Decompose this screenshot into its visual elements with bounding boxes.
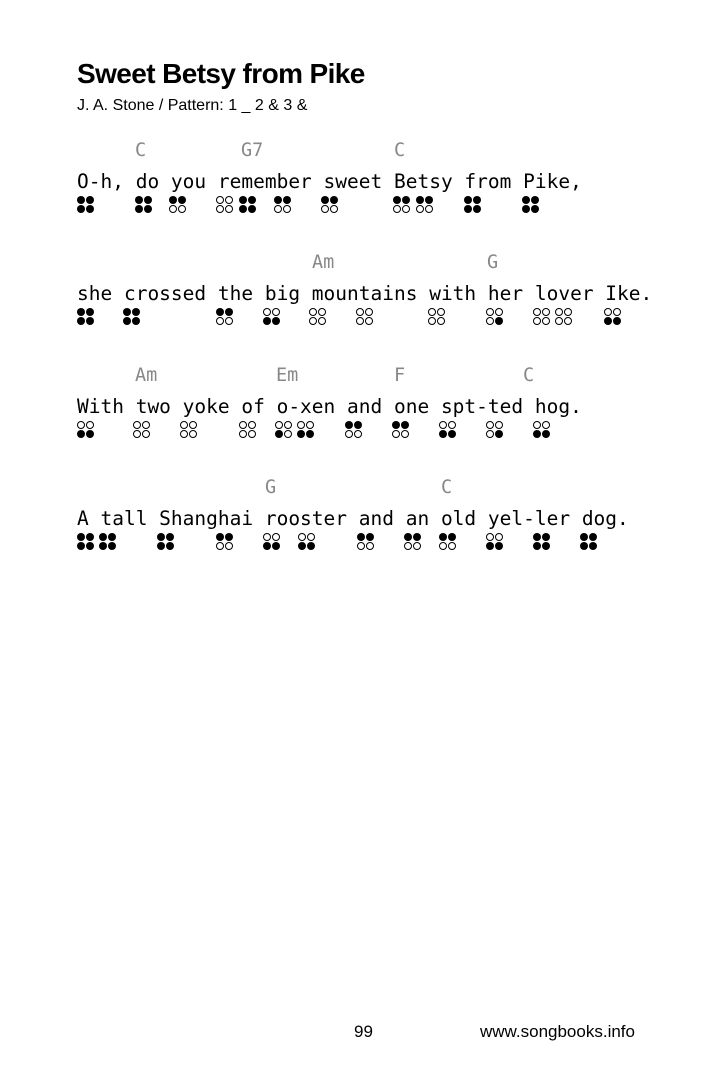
filled-dot (144, 205, 152, 213)
filled-dot (542, 533, 550, 541)
filled-dot (298, 542, 306, 550)
open-dot (428, 317, 436, 325)
filled-dot (144, 196, 152, 204)
strum-glyph (169, 196, 187, 214)
open-dot (356, 308, 364, 316)
open-dot (416, 205, 424, 213)
strum-glyph (239, 196, 257, 214)
chord-line (77, 252, 697, 280)
strum-glyph (263, 308, 281, 326)
filled-dot (86, 542, 94, 550)
filled-dot (216, 533, 224, 541)
filled-dot (77, 533, 85, 541)
filled-dot (248, 205, 256, 213)
open-dot (180, 430, 188, 438)
strum-glyph (77, 421, 95, 439)
strum-glyph (298, 533, 316, 551)
lyric-line: With two yoke of o-xen and one spt-ted hog. (77, 395, 582, 418)
strum-glyph (239, 421, 257, 439)
open-dot (307, 533, 315, 541)
lyric-line: A tall Shanghai rooster and an old yel-ler dog. (77, 507, 629, 530)
chord: G (265, 477, 277, 498)
filled-dot (486, 542, 494, 550)
filled-dot (354, 421, 362, 429)
filled-dot (473, 196, 481, 204)
filled-dot (522, 196, 530, 204)
chord: Am (312, 252, 335, 273)
strum-glyph (133, 421, 151, 439)
chord: C (135, 140, 147, 161)
filled-dot (473, 205, 481, 213)
open-dot (142, 430, 150, 438)
open-dot (272, 533, 280, 541)
open-dot (330, 205, 338, 213)
filled-dot (439, 533, 447, 541)
open-dot (189, 430, 197, 438)
strum-glyph (393, 196, 411, 214)
filled-dot (531, 205, 539, 213)
open-dot (239, 421, 247, 429)
open-dot (225, 542, 233, 550)
open-dot (321, 205, 329, 213)
chord: C (523, 365, 535, 386)
open-dot (178, 205, 186, 213)
filled-dot (272, 317, 280, 325)
open-dot (180, 421, 188, 429)
filled-dot (522, 205, 530, 213)
open-dot (216, 205, 224, 213)
filled-dot (495, 317, 503, 325)
open-dot (284, 421, 292, 429)
open-dot (533, 308, 541, 316)
chord: Em (276, 365, 299, 386)
filled-dot (306, 430, 314, 438)
strum-glyph (486, 421, 504, 439)
open-dot (486, 421, 494, 429)
chord-line (77, 365, 697, 393)
strum-glyph (321, 196, 339, 214)
open-dot (542, 317, 550, 325)
open-dot (216, 317, 224, 325)
open-dot (169, 205, 177, 213)
stanza-3 (77, 365, 697, 443)
strum-glyph (275, 421, 293, 439)
strum-glyph (486, 533, 504, 551)
filled-dot (542, 542, 550, 550)
open-dot (448, 542, 456, 550)
open-dot (402, 205, 410, 213)
filled-dot (589, 542, 597, 550)
filled-dot (297, 430, 305, 438)
strum-glyph (263, 533, 281, 551)
open-dot (564, 317, 572, 325)
strum-glyph (77, 533, 95, 551)
open-dot (133, 421, 141, 429)
open-dot (309, 308, 317, 316)
strum-glyph (486, 308, 504, 326)
strum-glyph (533, 421, 551, 439)
open-dot (542, 308, 550, 316)
strum-glyph (533, 533, 551, 551)
open-dot (393, 205, 401, 213)
open-dot (142, 421, 150, 429)
filled-dot (239, 205, 247, 213)
filled-dot (157, 533, 165, 541)
filled-dot (425, 196, 433, 204)
stanza-2 (77, 252, 697, 330)
open-dot (533, 421, 541, 429)
filled-dot (166, 533, 174, 541)
open-dot (345, 430, 353, 438)
open-dot (365, 308, 373, 316)
filled-dot (580, 533, 588, 541)
open-dot (425, 205, 433, 213)
open-dot (533, 317, 541, 325)
filled-dot (77, 196, 85, 204)
filled-dot (132, 317, 140, 325)
open-dot (318, 308, 326, 316)
open-dot (283, 205, 291, 213)
filled-dot (404, 533, 412, 541)
open-dot (448, 421, 456, 429)
filled-dot (580, 542, 588, 550)
filled-dot (392, 421, 400, 429)
filled-dot (108, 542, 116, 550)
strum-glyph (464, 196, 482, 214)
filled-dot (321, 196, 329, 204)
filled-dot (86, 430, 94, 438)
filled-dot (464, 196, 472, 204)
strum-glyph (77, 196, 95, 214)
strum-glyph (123, 308, 141, 326)
filled-dot (108, 533, 116, 541)
strum-glyph (357, 533, 375, 551)
strum-glyph (157, 533, 175, 551)
filled-dot (169, 196, 177, 204)
open-dot (613, 308, 621, 316)
strum-glyph (522, 196, 540, 214)
filled-dot (604, 317, 612, 325)
strum-glyph (216, 308, 234, 326)
open-dot (555, 317, 563, 325)
strum-glyph (404, 533, 422, 551)
open-dot (495, 308, 503, 316)
open-dot (225, 196, 233, 204)
filled-dot (225, 533, 233, 541)
strum-glyph (428, 308, 446, 326)
open-dot (365, 317, 373, 325)
open-dot (495, 533, 503, 541)
open-dot (357, 542, 365, 550)
filled-dot (132, 308, 140, 316)
filled-dot (166, 542, 174, 550)
strum-glyph (580, 533, 598, 551)
filled-dot (86, 308, 94, 316)
open-dot (263, 533, 271, 541)
filled-dot (345, 421, 353, 429)
filled-dot (263, 542, 271, 550)
filled-dot (239, 196, 247, 204)
filled-dot (533, 533, 541, 541)
open-dot (189, 421, 197, 429)
open-dot (604, 308, 612, 316)
strum-glyph (135, 196, 153, 214)
chord: C (441, 477, 453, 498)
filled-dot (77, 542, 85, 550)
chord-line (77, 477, 697, 505)
filled-dot (542, 430, 550, 438)
open-dot (439, 542, 447, 550)
lyric-line: she crossed the big mountains with her lover Ike. (77, 282, 653, 305)
website-link: www.songbooks.info (480, 1022, 635, 1041)
filled-dot (123, 308, 131, 316)
filled-dot (77, 317, 85, 325)
open-dot (542, 421, 550, 429)
filled-dot (393, 196, 401, 204)
strum-glyph (356, 308, 374, 326)
filled-dot (448, 430, 456, 438)
strum-glyph (345, 421, 363, 439)
open-dot (86, 421, 94, 429)
strum-glyph (180, 421, 198, 439)
strum-pattern (77, 308, 697, 330)
filled-dot (589, 533, 597, 541)
filled-dot (495, 430, 503, 438)
open-dot (486, 317, 494, 325)
filled-dot (283, 196, 291, 204)
open-dot (495, 421, 503, 429)
chord: C (394, 140, 406, 161)
filled-dot (272, 542, 280, 550)
open-dot (401, 430, 409, 438)
open-dot (366, 542, 374, 550)
filled-dot (86, 196, 94, 204)
page-number: 99 (354, 1022, 373, 1041)
open-dot (216, 542, 224, 550)
filled-dot (135, 205, 143, 213)
strum-glyph (533, 308, 551, 326)
filled-dot (135, 196, 143, 204)
open-dot (486, 533, 494, 541)
filled-dot (275, 430, 283, 438)
strum-glyph (274, 196, 292, 214)
strum-glyph (439, 421, 457, 439)
strum-glyph (309, 308, 327, 326)
filled-dot (533, 430, 541, 438)
song-title: Sweet Betsy from Pike (77, 58, 365, 89)
filled-dot (401, 421, 409, 429)
filled-dot (330, 196, 338, 204)
strum-glyph (604, 308, 622, 326)
open-dot (564, 308, 572, 316)
song-subtitle: J. A. Stone / Pattern: 1 _ 2 & 3 & (77, 97, 308, 114)
strum-glyph (555, 308, 573, 326)
filled-dot (77, 205, 85, 213)
open-dot (437, 308, 445, 316)
strum-pattern (77, 533, 697, 555)
filled-dot (307, 542, 315, 550)
open-dot (428, 308, 436, 316)
filled-dot (495, 542, 503, 550)
filled-dot (533, 542, 541, 550)
filled-dot (157, 542, 165, 550)
lyric-line: O-h, do you remember sweet Betsy from Pike, (77, 170, 582, 193)
strum-glyph (439, 533, 457, 551)
filled-dot (248, 196, 256, 204)
chord: G7 (241, 140, 264, 161)
open-dot (404, 542, 412, 550)
chord: F (394, 365, 406, 386)
strum-glyph (416, 196, 434, 214)
open-dot (298, 533, 306, 541)
filled-dot (86, 317, 94, 325)
filled-dot (123, 317, 131, 325)
filled-dot (531, 196, 539, 204)
open-dot (225, 317, 233, 325)
filled-dot (448, 533, 456, 541)
open-dot (248, 421, 256, 429)
open-dot (297, 421, 305, 429)
filled-dot (613, 317, 621, 325)
open-dot (306, 421, 314, 429)
open-dot (437, 317, 445, 325)
strum-glyph (99, 533, 117, 551)
open-dot (248, 430, 256, 438)
open-dot (318, 317, 326, 325)
filled-dot (416, 196, 424, 204)
filled-dot (357, 533, 365, 541)
open-dot (486, 308, 494, 316)
filled-dot (402, 196, 410, 204)
open-dot (239, 430, 247, 438)
strum-glyph (297, 421, 315, 439)
chord: G (487, 252, 499, 273)
open-dot (284, 430, 292, 438)
filled-dot (77, 430, 85, 438)
strum-glyph (392, 421, 410, 439)
filled-dot (274, 196, 282, 204)
filled-dot (86, 533, 94, 541)
open-dot (216, 196, 224, 204)
open-dot (354, 430, 362, 438)
filled-dot (439, 430, 447, 438)
open-dot (225, 205, 233, 213)
open-dot (275, 421, 283, 429)
filled-dot (86, 205, 94, 213)
strum-glyph (216, 196, 234, 214)
filled-dot (464, 205, 472, 213)
filled-dot (366, 533, 374, 541)
open-dot (77, 421, 85, 429)
stanza-4 (77, 477, 697, 555)
filled-dot (263, 317, 271, 325)
open-dot (486, 430, 494, 438)
filled-dot (225, 308, 233, 316)
filled-dot (99, 542, 107, 550)
open-dot (274, 205, 282, 213)
filled-dot (216, 308, 224, 316)
chord-line (77, 140, 697, 168)
open-dot (413, 542, 421, 550)
open-dot (133, 430, 141, 438)
open-dot (263, 308, 271, 316)
chord: Am (135, 365, 158, 386)
open-dot (309, 317, 317, 325)
filled-dot (77, 308, 85, 316)
filled-dot (99, 533, 107, 541)
strum-pattern (77, 421, 697, 443)
open-dot (392, 430, 400, 438)
open-dot (272, 308, 280, 316)
stanza-1 (77, 140, 697, 218)
filled-dot (413, 533, 421, 541)
strum-glyph (216, 533, 234, 551)
strum-glyph (77, 308, 95, 326)
open-dot (356, 317, 364, 325)
open-dot (555, 308, 563, 316)
filled-dot (178, 196, 186, 204)
open-dot (439, 421, 447, 429)
strum-pattern (77, 196, 697, 218)
